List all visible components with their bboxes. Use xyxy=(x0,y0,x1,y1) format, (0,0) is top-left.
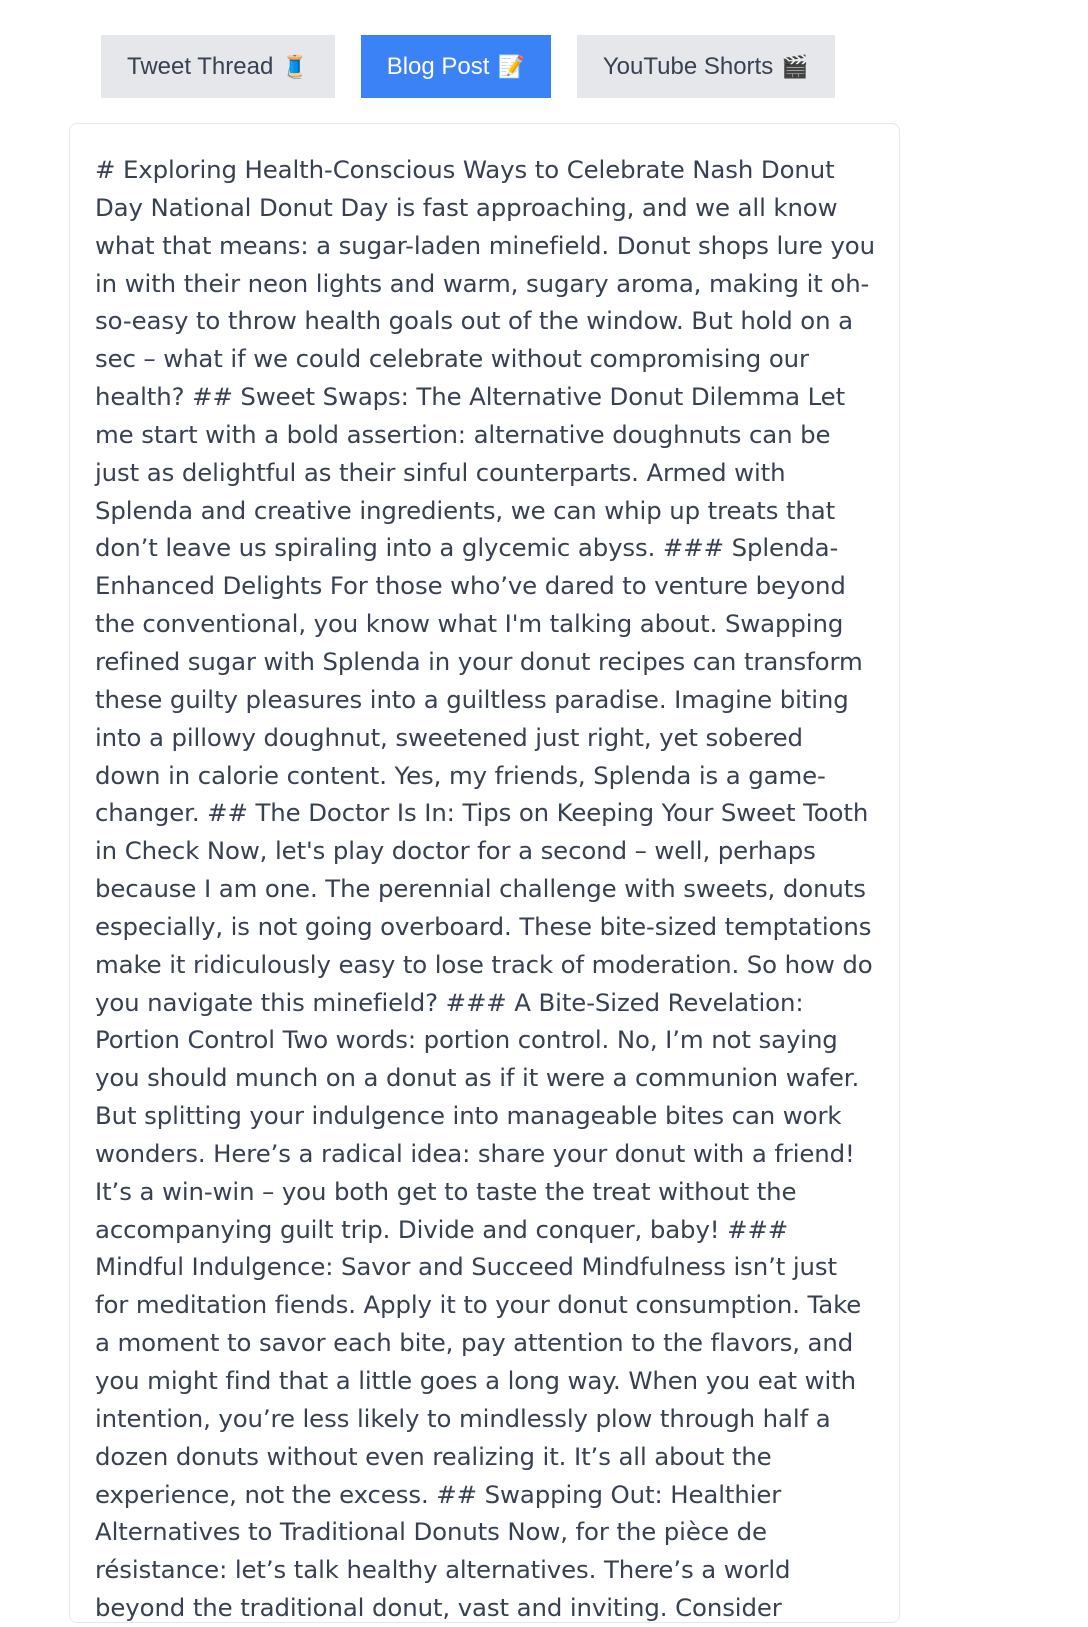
generated-content-panel[interactable] xyxy=(69,123,900,1623)
tab-blog-post[interactable] xyxy=(361,35,551,98)
tab-label: Tweet Thread xyxy=(127,52,274,80)
clapper-board-icon: 🎬 xyxy=(781,53,809,79)
tab-label: Blog Post xyxy=(386,52,490,80)
blog-post-text: # Exploring Health-Conscious Ways to Celebrate Nash Donut Day National Donut Day is fast approaching, and we all know what that means: a sugar-laden minefield. Donut shops lure you in with their neon lights and warm, sugary aroma, making it oh-so-easy to throw health goals out of the window. But hold on a sec – what if we could celebrate without compromising our health? ## Sweet Swaps: The Alternative Donut Dilemma Let me start with a bold assertion: alternative doughnuts can be just as delightful as their sinful counterparts. Armed with Splenda and creative ingredients, we can whip up treats that don’t leave us spiraling into a glycemic abyss. ### Splenda-Enhanced Delights For those who’ve dared to venture beyond the conventional, you know what I'm talking about. Swapping refined sugar with Splenda in your donut recipes can transform these guilty pleasures into a guiltless paradise. Imagine biting into a pillowy doughnut, sweetened just right, yet sobered down in calorie content. Yes, my friends, Splenda is a game-changer. ## The Doctor Is In: Tips on Keeping Your Sweet Tooth in Check Now, let's play doctor for a second – well, perhaps because I am one. The perennial challenge with sweets, donuts especially, is not going overboard. These bite-sized temptations make it ridiculously easy to lose track of moderation. So how do you navigate this minefield? ### A Bite-Sized Revelation: Portion Control Two words: portion control. No, I’m not saying you should munch on a donut as if it were a communion wafer. But splitting your indulgence into manageable bites can work wonders. Here’s a radical idea: share your donut with a friend! It’s a win-win – you both get to taste the treat without the accompanying guilt trip. Divide and conquer, baby! ### Mindful Indulgence: Savor and Succeed Mindfulness isn’t just for meditation fiends. Apply it to your donut consumption. Take a moment to savor each bite, pay attention to the flavors, and you might find that a little goes a long way. When you eat with intention, you’re less likely to mindlessly plow through half a dozen donuts without even realizing it. It’s all about the experience, not the excess. ## Swapping Out: Healthier Alternatives to Traditional Donuts Now, for the pièce de résistance: let’s talk healthy alternatives. There’s a world beyond the traditional donut, vast and inviting. Consider xyxy=(95,155,875,1623)
tab-tweet-thread[interactable] xyxy=(101,35,335,98)
thread-spool-icon: 🧵 xyxy=(281,53,309,79)
tab-youtube-shorts[interactable] xyxy=(577,35,835,98)
format-tab-bar xyxy=(101,35,835,98)
tab-label: YouTube Shorts xyxy=(602,52,774,80)
memo-icon: 📝 xyxy=(497,53,525,79)
